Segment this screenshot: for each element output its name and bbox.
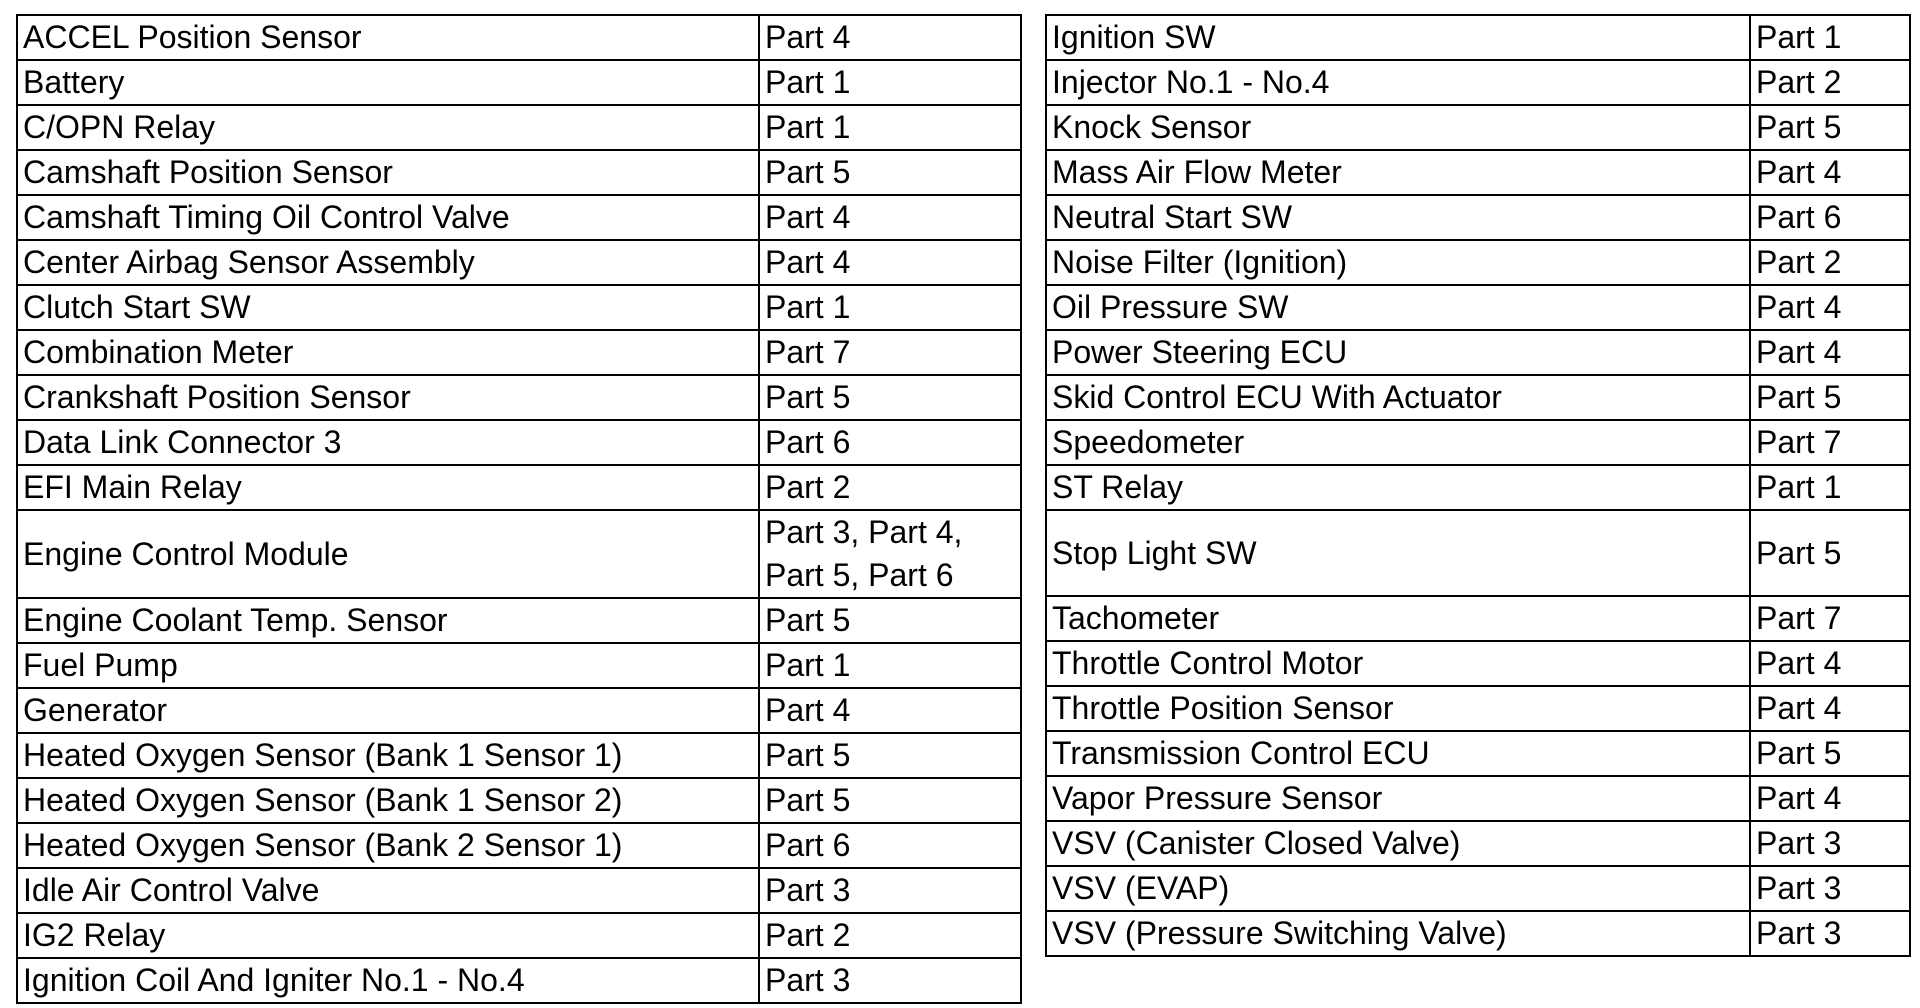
- component-index-table-left: [16, 14, 1022, 1004]
- table-row: [17, 105, 1021, 150]
- component-name-cell: Battery: [17, 60, 759, 105]
- part-reference-cell: Part 6: [1750, 195, 1910, 240]
- component-name-cell: Ignition Coil And Igniter No.1 - No.4: [17, 958, 759, 1003]
- component-name-cell: Heated Oxygen Sensor (Bank 2 Sensor 1): [17, 823, 759, 868]
- part-reference-cell: Part 3: [759, 868, 1021, 913]
- part-reference-cell: Part 1: [759, 643, 1021, 688]
- part-reference-cell: Part 1: [1750, 465, 1910, 510]
- table-row: [1046, 285, 1910, 330]
- table-row: [1046, 375, 1910, 420]
- component-name-cell: IG2 Relay: [17, 913, 759, 958]
- component-name-cell: ACCEL Position Sensor: [17, 15, 759, 60]
- table-row: [1046, 60, 1910, 105]
- table-row: [17, 510, 1021, 598]
- component-name-cell: ST Relay: [1046, 465, 1750, 510]
- table-row: [17, 733, 1021, 778]
- part-reference-cell: Part 4: [1750, 641, 1910, 686]
- table-row: [17, 240, 1021, 285]
- table-row: [17, 60, 1021, 105]
- part-reference-cell: Part 4: [759, 688, 1021, 733]
- component-name-cell: Vapor Pressure Sensor: [1046, 776, 1750, 821]
- component-name-cell: Engine Coolant Temp. Sensor: [17, 598, 759, 643]
- table-row: [1046, 866, 1910, 911]
- component-name-cell: Oil Pressure SW: [1046, 285, 1750, 330]
- component-name-cell: Ignition SW: [1046, 15, 1750, 60]
- component-name-cell: Injector No.1 - No.4: [1046, 60, 1750, 105]
- component-name-cell: Camshaft Position Sensor: [17, 150, 759, 195]
- table-row: [1046, 731, 1910, 776]
- part-reference-cell: Part 5: [1750, 731, 1910, 776]
- table-row: [1046, 596, 1910, 641]
- table-row: [17, 465, 1021, 510]
- table-row: [17, 868, 1021, 913]
- table-row: [1046, 195, 1910, 240]
- table-row: [1046, 911, 1910, 956]
- component-name-cell: Stop Light SW: [1046, 510, 1750, 596]
- table-row: [17, 598, 1021, 643]
- component-index-table-right: [1045, 14, 1911, 957]
- part-reference-cell: Part 1: [759, 105, 1021, 150]
- part-reference-cell: Part 5: [759, 375, 1021, 420]
- component-name-cell: VSV (Canister Closed Valve): [1046, 821, 1750, 866]
- part-reference-cell: Part 4: [1750, 776, 1910, 821]
- component-name-cell: Neutral Start SW: [1046, 195, 1750, 240]
- component-name-cell: Knock Sensor: [1046, 105, 1750, 150]
- part-reference-cell: Part 1: [759, 60, 1021, 105]
- part-reference-cell: Part 5: [759, 150, 1021, 195]
- table-row: [1046, 686, 1910, 731]
- table-row: [17, 958, 1021, 1003]
- component-name-cell: Center Airbag Sensor Assembly: [17, 240, 759, 285]
- component-name-cell: Throttle Control Motor: [1046, 641, 1750, 686]
- part-reference-cell: Part 5: [759, 778, 1021, 823]
- component-name-cell: Clutch Start SW: [17, 285, 759, 330]
- component-name-cell: Skid Control ECU With Actuator: [1046, 375, 1750, 420]
- table-row: [1046, 510, 1910, 596]
- part-reference-cell: Part 4: [1750, 686, 1910, 731]
- part-reference-cell: Part 3: [1750, 821, 1910, 866]
- table-row: [17, 195, 1021, 240]
- component-name-cell: Combination Meter: [17, 330, 759, 375]
- component-name-cell: Camshaft Timing Oil Control Valve: [17, 195, 759, 240]
- part-reference-cell: Part 2: [1750, 60, 1910, 105]
- part-reference-cell: Part 5: [1750, 105, 1910, 150]
- part-reference-cell: Part 3: [759, 958, 1021, 1003]
- component-name-cell: Heated Oxygen Sensor (Bank 1 Sensor 1): [17, 733, 759, 778]
- table-row: [1046, 150, 1910, 195]
- component-name-cell: Generator: [17, 688, 759, 733]
- part-reference-cell: Part 5: [1750, 375, 1910, 420]
- component-name-cell: Data Link Connector 3: [17, 420, 759, 465]
- part-reference-cell: Part 4: [759, 15, 1021, 60]
- component-name-cell: Crankshaft Position Sensor: [17, 375, 759, 420]
- part-reference-cell: Part 3: [1750, 911, 1910, 956]
- table-row: [17, 330, 1021, 375]
- table-row: [17, 15, 1021, 60]
- table-row: [1046, 240, 1910, 285]
- table-row: [1046, 420, 1910, 465]
- table-row: [1046, 105, 1910, 150]
- part-reference-cell: Part 2: [1750, 240, 1910, 285]
- part-reference-cell: Part 7: [759, 330, 1021, 375]
- part-reference-cell: Part 2: [759, 913, 1021, 958]
- part-reference-cell: Part 1: [759, 285, 1021, 330]
- table-row: [17, 778, 1021, 823]
- table-row: [17, 285, 1021, 330]
- table-row: [17, 375, 1021, 420]
- table-row: [1046, 15, 1910, 60]
- component-name-cell: Mass Air Flow Meter: [1046, 150, 1750, 195]
- table-row: [17, 150, 1021, 195]
- table-row: [1046, 821, 1910, 866]
- part-reference-cell: Part 1: [1750, 15, 1910, 60]
- component-name-cell: Engine Control Module: [17, 510, 759, 598]
- part-reference-cell: Part 7: [1750, 420, 1910, 465]
- part-reference-cell: Part 2: [759, 465, 1021, 510]
- part-reference-cell: Part 4: [759, 195, 1021, 240]
- component-name-cell: VSV (EVAP): [1046, 866, 1750, 911]
- table-row: [1046, 330, 1910, 375]
- part-reference-cell: Part 4: [759, 240, 1021, 285]
- component-name-cell: Noise Filter (Ignition): [1046, 240, 1750, 285]
- part-reference-cell: Part 3: [1750, 866, 1910, 911]
- table-row: [17, 823, 1021, 868]
- component-name-cell: Tachometer: [1046, 596, 1750, 641]
- part-reference-cell: Part 4: [1750, 330, 1910, 375]
- table-row: [17, 688, 1021, 733]
- table-row: [1046, 465, 1910, 510]
- part-reference-cell: Part 6: [759, 420, 1021, 465]
- part-reference-cell: Part 6: [759, 823, 1021, 868]
- table-row: [1046, 776, 1910, 821]
- component-name-cell: Fuel Pump: [17, 643, 759, 688]
- component-name-cell: Idle Air Control Valve: [17, 868, 759, 913]
- part-reference-cell: Part 4: [1750, 285, 1910, 330]
- table-row: [17, 913, 1021, 958]
- component-name-cell: Power Steering ECU: [1046, 330, 1750, 375]
- component-name-cell: VSV (Pressure Switching Valve): [1046, 911, 1750, 956]
- part-reference-cell: Part 5: [759, 598, 1021, 643]
- component-name-cell: C/OPN Relay: [17, 105, 759, 150]
- table-row: [17, 643, 1021, 688]
- part-reference-cell: Part 5: [1750, 510, 1910, 596]
- component-name-cell: EFI Main Relay: [17, 465, 759, 510]
- part-reference-cell: Part 7: [1750, 596, 1910, 641]
- component-name-cell: Throttle Position Sensor: [1046, 686, 1750, 731]
- part-reference-cell: Part 5: [759, 733, 1021, 778]
- part-reference-cell: Part 4: [1750, 150, 1910, 195]
- component-name-cell: Heated Oxygen Sensor (Bank 1 Sensor 2): [17, 778, 759, 823]
- table-row: [1046, 641, 1910, 686]
- part-reference-cell: Part 3, Part 4, Part 5, Part 6: [759, 510, 1021, 598]
- table-row: [17, 420, 1021, 465]
- component-name-cell: Transmission Control ECU: [1046, 731, 1750, 776]
- component-name-cell: Speedometer: [1046, 420, 1750, 465]
